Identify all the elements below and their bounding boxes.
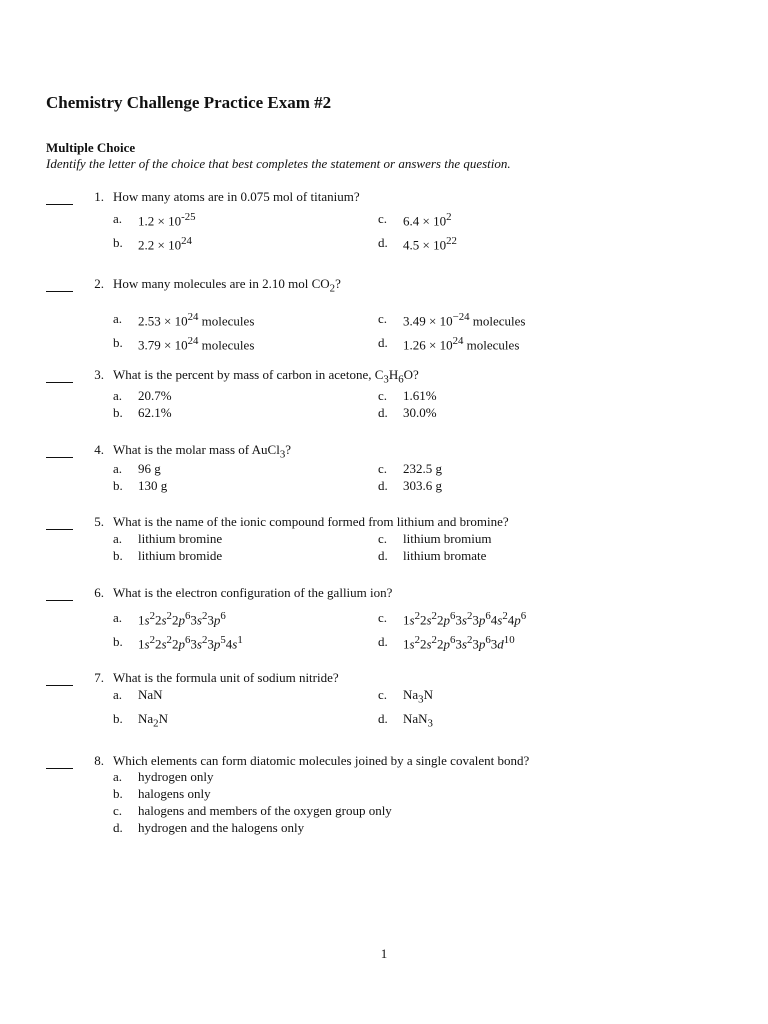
- option-text: halogens and members of the oxygen group only: [138, 803, 392, 818]
- option-text: $3.79 \times 10^{24}$ molecules: [138, 335, 255, 353]
- answer-blank[interactable]: [46, 757, 73, 769]
- option-text: 130 g: [138, 478, 168, 493]
- option-text: $2.2 \times 10^{24}$: [138, 235, 192, 253]
- option-text: 96 g: [138, 461, 161, 476]
- option-letter: a.: [113, 687, 123, 702]
- option-letter: a.: [113, 531, 123, 546]
- question-number: 5.: [94, 514, 104, 529]
- question-stem: What is the name of the ionic compound formed from lithium and bromine?: [113, 514, 509, 529]
- question-number: 1.: [94, 189, 104, 204]
- option-letter: d.: [378, 235, 388, 250]
- option-letter: b.: [113, 786, 123, 801]
- option-letter: d.: [378, 335, 388, 350]
- question-8: [0, 753, 768, 853]
- option-text: halogens only: [138, 786, 211, 801]
- option-letter: d.: [378, 711, 388, 726]
- option-letter: b.: [113, 548, 123, 563]
- option-text: 303.6 g: [403, 478, 442, 493]
- option-text: 1.61%: [403, 388, 437, 403]
- page-number: 1: [380, 946, 388, 961]
- option-letter: c.: [113, 803, 123, 818]
- option-text: $1s^22s^22p^63s^23p^54s^1$: [138, 634, 243, 652]
- section-heading: Multiple Choice: [46, 140, 136, 155]
- option-letter: c.: [378, 531, 388, 546]
- option-text: lithium bromine: [138, 531, 223, 546]
- option-letter: a.: [113, 610, 123, 625]
- exam-title: Chemistry Challenge Practice Exam #2: [46, 93, 332, 112]
- option-text: $3.49 \times 10^{-24}$ molecules: [403, 311, 526, 329]
- option-letter: c.: [378, 211, 388, 226]
- option-text: $1s^22s^22p^63s^23p^63d^{10}$: [403, 634, 515, 652]
- question-stem: What is the molar mass of AuCl$_3$?: [113, 442, 292, 461]
- option-letter: c.: [378, 610, 388, 625]
- option-text: $6.4 \times 10^2$: [403, 211, 452, 229]
- option-letter: a.: [113, 211, 123, 226]
- question-number: 4.: [94, 442, 104, 457]
- option-text: lithium bromium: [403, 531, 492, 546]
- answer-blank[interactable]: [46, 280, 73, 292]
- option-letter: a.: [113, 769, 123, 784]
- instructions: Identify the letter of the choice that best completes the statement or answers the question.: [46, 156, 511, 171]
- answer-blank[interactable]: [46, 371, 73, 383]
- question-number: 8.: [94, 753, 104, 768]
- question-number: 7.: [94, 670, 104, 685]
- option-letter: d.: [378, 548, 388, 563]
- option-text: hydrogen only: [138, 769, 214, 784]
- question-stem: What is the formula unit of sodium nitride?: [113, 670, 339, 685]
- option-letter: b.: [113, 335, 123, 350]
- option-text: $4.5 \times 10^{22}$: [403, 235, 457, 253]
- option-text: $1s^22s^22p^63s^23p^64s^24p^6$: [403, 610, 527, 628]
- option-text: 20.7%: [138, 388, 172, 403]
- answer-blank[interactable]: [46, 589, 73, 601]
- option-text: NaN$_3$: [403, 711, 433, 730]
- option-letter: d.: [378, 478, 388, 493]
- option-letter: a.: [113, 388, 123, 403]
- option-text: $1.2 \times 10^{-25}$: [138, 211, 196, 229]
- option-text: $1.26 \times 10^{24}$ molecules: [403, 335, 520, 353]
- option-letter: a.: [113, 311, 123, 326]
- question-1: [0, 189, 768, 289]
- answer-blank[interactable]: [46, 193, 73, 205]
- option-letter: a.: [113, 461, 123, 476]
- option-text: lithium bromide: [138, 548, 223, 563]
- option-text: NaN: [138, 687, 163, 702]
- option-text: $Na_2N$: [138, 711, 168, 730]
- question-stem: How many atoms are in 0.075 mol of titanium?: [113, 189, 360, 204]
- option-letter: c.: [378, 388, 388, 403]
- option-text: 62.1%: [138, 405, 172, 420]
- option-letter: b.: [113, 711, 123, 726]
- option-letter: b.: [113, 478, 123, 493]
- question-number: 2.: [94, 276, 104, 291]
- option-text: $1s^22s^22p^63s^23p^6$: [138, 610, 226, 628]
- question-stem: Which elements can form diatomic molecules joined by a single covalent bond?: [113, 753, 530, 768]
- question-number: 3.: [94, 367, 104, 382]
- option-text: 30.0%: [403, 405, 437, 420]
- option-letter: b.: [113, 235, 123, 250]
- option-text: 232.5 g: [403, 461, 442, 476]
- question-number: 6.: [94, 585, 104, 600]
- option-text: hydrogen and the halogens only: [138, 820, 305, 835]
- answer-blank[interactable]: [46, 446, 73, 458]
- question-2: [0, 276, 768, 376]
- question-stem: How many molecules are in 2.10 mol $CO_2$?: [113, 276, 341, 295]
- option-letter: b.: [113, 634, 123, 649]
- option-letter: d.: [113, 820, 123, 835]
- option-text: lithium bromate: [403, 548, 487, 563]
- question-stem: What is the percent by mass of carbon in acetone, $C_3H_6O$?: [113, 367, 419, 386]
- option-letter: d.: [378, 634, 388, 649]
- option-letter: c.: [378, 687, 388, 702]
- option-text: $2.53 \times 10^{24}$ molecules: [138, 311, 255, 329]
- question-stem: What is the electron configuration of the gallium ion?: [113, 585, 393, 600]
- answer-blank[interactable]: [46, 674, 73, 686]
- option-letter: c.: [378, 461, 388, 476]
- option-text: $Na_3N$: [403, 687, 433, 706]
- option-letter: d.: [378, 405, 388, 420]
- answer-blank[interactable]: [46, 518, 73, 530]
- option-letter: c.: [378, 311, 388, 326]
- option-letter: b.: [113, 405, 123, 420]
